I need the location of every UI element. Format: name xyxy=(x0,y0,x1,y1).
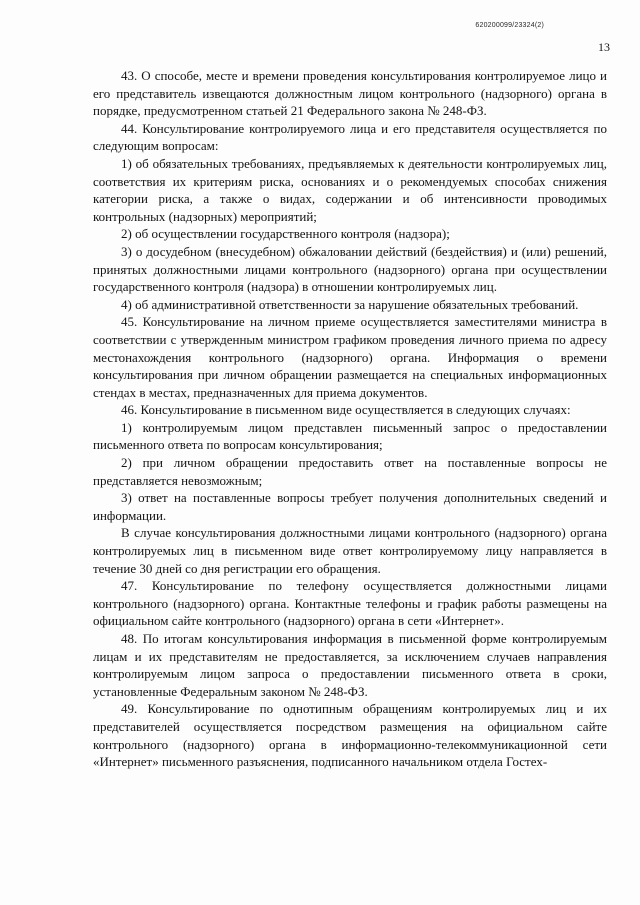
list-item-44-4: 4) об административной ответственности за нарушение обязательных требований. xyxy=(121,296,579,312)
paragraph-46: 46. Консультирование в письменном виде осуществляется в следующих случаях: xyxy=(121,402,571,418)
document-id: 620200099/23324(2) xyxy=(475,22,544,29)
paragraph-43: 43. О способе, месте и времени проведения консультирования контролируемое лицо и его представитель извещаются должностным лицом контрольного (надзорного) органа в порядке, предусмотренном статьей 21 Федерального закона № 248-ФЗ. xyxy=(93,68,607,119)
list-item-44-2: 2) об осуществлении государственного контроля (надзора); xyxy=(121,226,450,242)
list-item-46-2: 2) при личном обращении предоставить ответ на поставленные вопросы не представляется невозможным; xyxy=(93,455,607,488)
list-item-44-3: 3) о досудебном (внесудебном) обжаловании действий (бездействия) и (или) решений, принятых должностными лицами контрольного (надзорного) органа при осуществлении государственного контроля (надзора) в отношении контролируемых лиц. xyxy=(93,243,607,295)
paragraph-48: 48. По итогам консультирования информация в письменной форме контролируемым лицам и их представителям не предоставляется, за исключением случаев направления контролируемым лицом запроса о предоставлении письменного ответа в сроки, установленные Федеральным законом № 248-ФЗ. xyxy=(93,631,607,699)
list-item-44-1: 1) об обязательных требованиях, предъявляемых к деятельности контролируемых лиц, соответствия их критериям риска, основаниях и о рекомендуемых способах снижения категории риска, а также о видах, содержании и об интенсивности проводимых контрольных (надзорных) мероприятий; xyxy=(93,155,607,224)
paragraph-44: 44. Консультирование контролируемого лица и его представителя осуществляется по следующим вопросам: xyxy=(93,120,607,154)
paragraph-47: 47. Консультирование по телефону осуществляется должностными лицами контрольного (надзорного) органа. Контактные телефоны и график работы размещены на официальном сайте контрольного (надзорного) органа в сети «Интернет». xyxy=(93,578,607,629)
list-item-46-3: 3) ответ на поставленные вопросы требует получения дополнительных сведений и информации. xyxy=(93,490,607,523)
paragraph-45: 45. Консультирование на личном приеме осуществляется заместителями министра в соответствии с утвержденным министром графиком проведения личного приема по адресу местонахождения контрольного (надзорного) органа. Информация о времени консультирования при личном обращении размещается на специальных информационных стендах в местах, предназначенных для приема документов. xyxy=(93,314,607,400)
paragraph-46-response: В случае консультирования должностными лицами контрольного (надзорного) органа контролируемых лиц в письменном виде ответ контролируемому лицу направляется в течение 30 дней со дня регистрации его обращения. xyxy=(93,525,607,576)
document-body xyxy=(93,67,607,771)
list-item-46-1: 1) контролируемым лицом представлен письменный запрос о предоставлении письменного ответа по вопросам консультирования; xyxy=(93,419,607,453)
page-number: 13 xyxy=(598,40,610,54)
paragraph-49: 49. Консультирование по однотипным обращениям контролируемых лиц и их представителей осуществляется посредством размещения на официальном сайте контрольного (надзорного) органа в информационно-телекоммуникационной сети «Интернет» письменного разъяснения, подписанного начальником отдела Гостех- xyxy=(93,701,607,770)
